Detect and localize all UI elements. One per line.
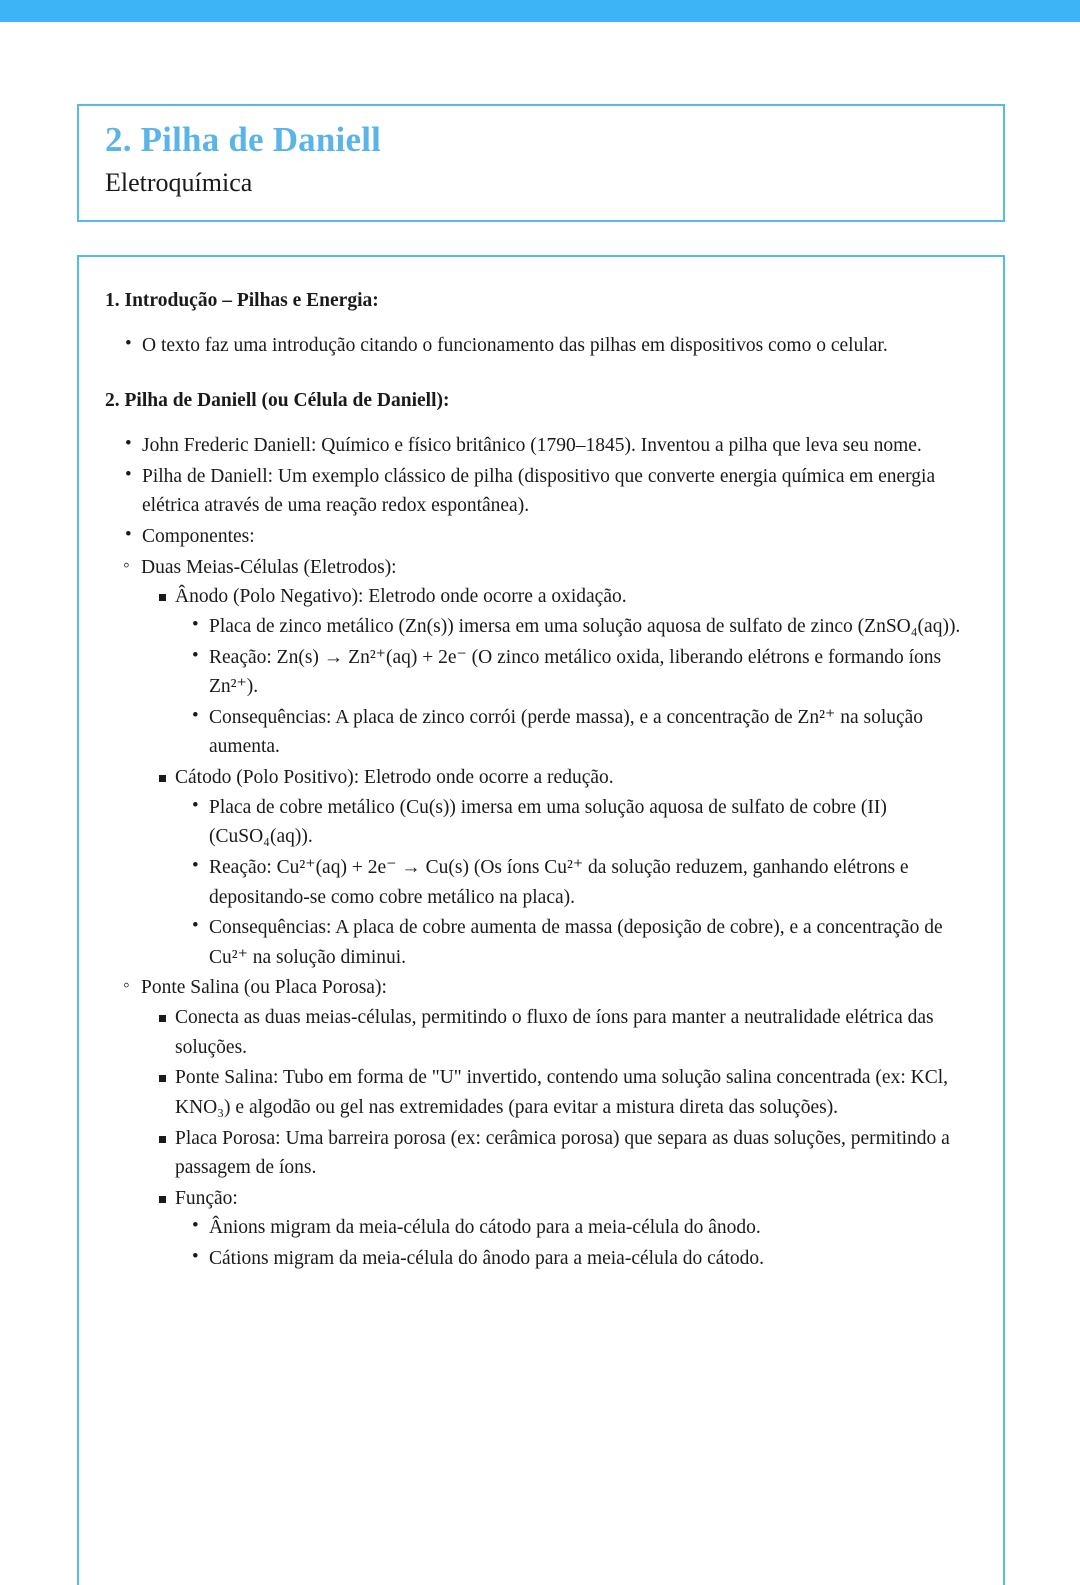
cathode-group xyxy=(141,763,981,972)
list-item: • O texto faz uma introdução citando o funcionamento das pilhas em dispositivos como o celular. xyxy=(105,331,981,361)
half-cells-label: Duas Meias-Células (Eletrodos): xyxy=(141,556,397,578)
function-items xyxy=(175,1213,981,1273)
anode-label: Ânodo (Polo Negativo): Eletrodo onde ocorre a oxidação. xyxy=(175,586,627,608)
section-heading-2: 2. Pilha de Daniell (ou Célula de Daniell): xyxy=(105,389,450,411)
anode-details xyxy=(175,612,981,762)
list-item: Ponte Salina: Tubo em forma de "U" invertido, contendo uma solução salina concentrada (ex: KCl, KNO₃) e algodão ou gel nas extremidades (para evitar a mistura direta das soluções). xyxy=(141,1063,981,1122)
list-item: • Consequências: A placa de zinco corrói (perde massa), e a concentração de Zn²⁺ na solução aumenta. xyxy=(175,703,981,762)
page-subtitle: Eletroquímica xyxy=(105,168,253,197)
content-card xyxy=(77,255,1005,1585)
list-item: • Ânions migram da meia-célula do cátodo para a meia-célula do ânodo. xyxy=(175,1213,981,1243)
cathode-details xyxy=(175,793,981,973)
function-group xyxy=(141,1184,981,1274)
section-1-bullets xyxy=(105,331,981,361)
electrodes-list xyxy=(141,582,981,972)
section-heading-1: 1. Introdução – Pilhas e Energia: xyxy=(105,290,379,311)
salt-bridge-group xyxy=(105,973,981,1273)
list-item: • Reação: Zn(s) → Zn²⁺(aq) + 2e⁻ (O zinco metálico oxida, liberando elétrons e formando íons Zn²⁺). xyxy=(175,643,981,702)
list-item: • Componentes: xyxy=(105,522,981,552)
salt-bridge-label: Ponte Salina (ou Placa Porosa): xyxy=(141,977,387,999)
title-card xyxy=(77,104,1005,222)
list-item: • Consequências: A placa de cobre aumenta de massa (deposição de cobre), e a concentração de Cu²⁺ na solução diminui. xyxy=(175,913,981,972)
top-accent-bar xyxy=(0,0,1080,22)
list-item: • John Frederic Daniell: Químico e físico britânico (1790–1845). Inventou a pilha que leva seu nome. xyxy=(105,431,981,461)
list-item: • Placa de cobre metálico (Cu(s)) imersa em uma solução aquosa de sulfato de cobre (II) (CuSO₄(aq)). xyxy=(175,793,981,852)
function-label: Função: xyxy=(175,1187,238,1209)
content-body xyxy=(105,287,981,1275)
half-cells-group xyxy=(105,553,981,973)
list-item: Placa Porosa: Uma barreira porosa (ex: cerâmica porosa) que separa as duas soluções, permitindo a passagem de íons. xyxy=(141,1124,981,1183)
page-title: 2. Pilha de Daniell xyxy=(105,120,382,159)
list-item: • Placa de zinco metálico (Zn(s)) imersa em uma solução aquosa de sulfato de zinco (ZnSO₄(aq)). xyxy=(175,612,981,642)
list-item: • Cátions migram da meia-célula do ânodo para a meia-célula do cátodo. xyxy=(175,1244,981,1274)
document-page xyxy=(0,22,1080,1528)
cathode-label: Cátodo (Polo Positivo): Eletrodo onde ocorre a redução. xyxy=(175,767,614,789)
section-2-bullets xyxy=(105,431,981,552)
components-list xyxy=(105,553,981,1274)
anode-group xyxy=(141,582,981,762)
list-item: • Pilha de Daniell: Um exemplo clássico de pilha (dispositivo que converte energia química em energia elétrica através de uma reação redox espontânea). xyxy=(105,462,981,521)
list-item: • Reação: Cu²⁺(aq) + 2e⁻ → Cu(s) (Os íons Cu²⁺ da solução reduzem, ganhando elétrons e depositando-se como cobre metálico na placa). xyxy=(175,853,981,912)
salt-bridge-points xyxy=(141,1003,981,1274)
list-item: Conecta as duas meias-células, permitindo o fluxo de íons para manter a neutralidade elétrica das soluções. xyxy=(141,1003,981,1062)
